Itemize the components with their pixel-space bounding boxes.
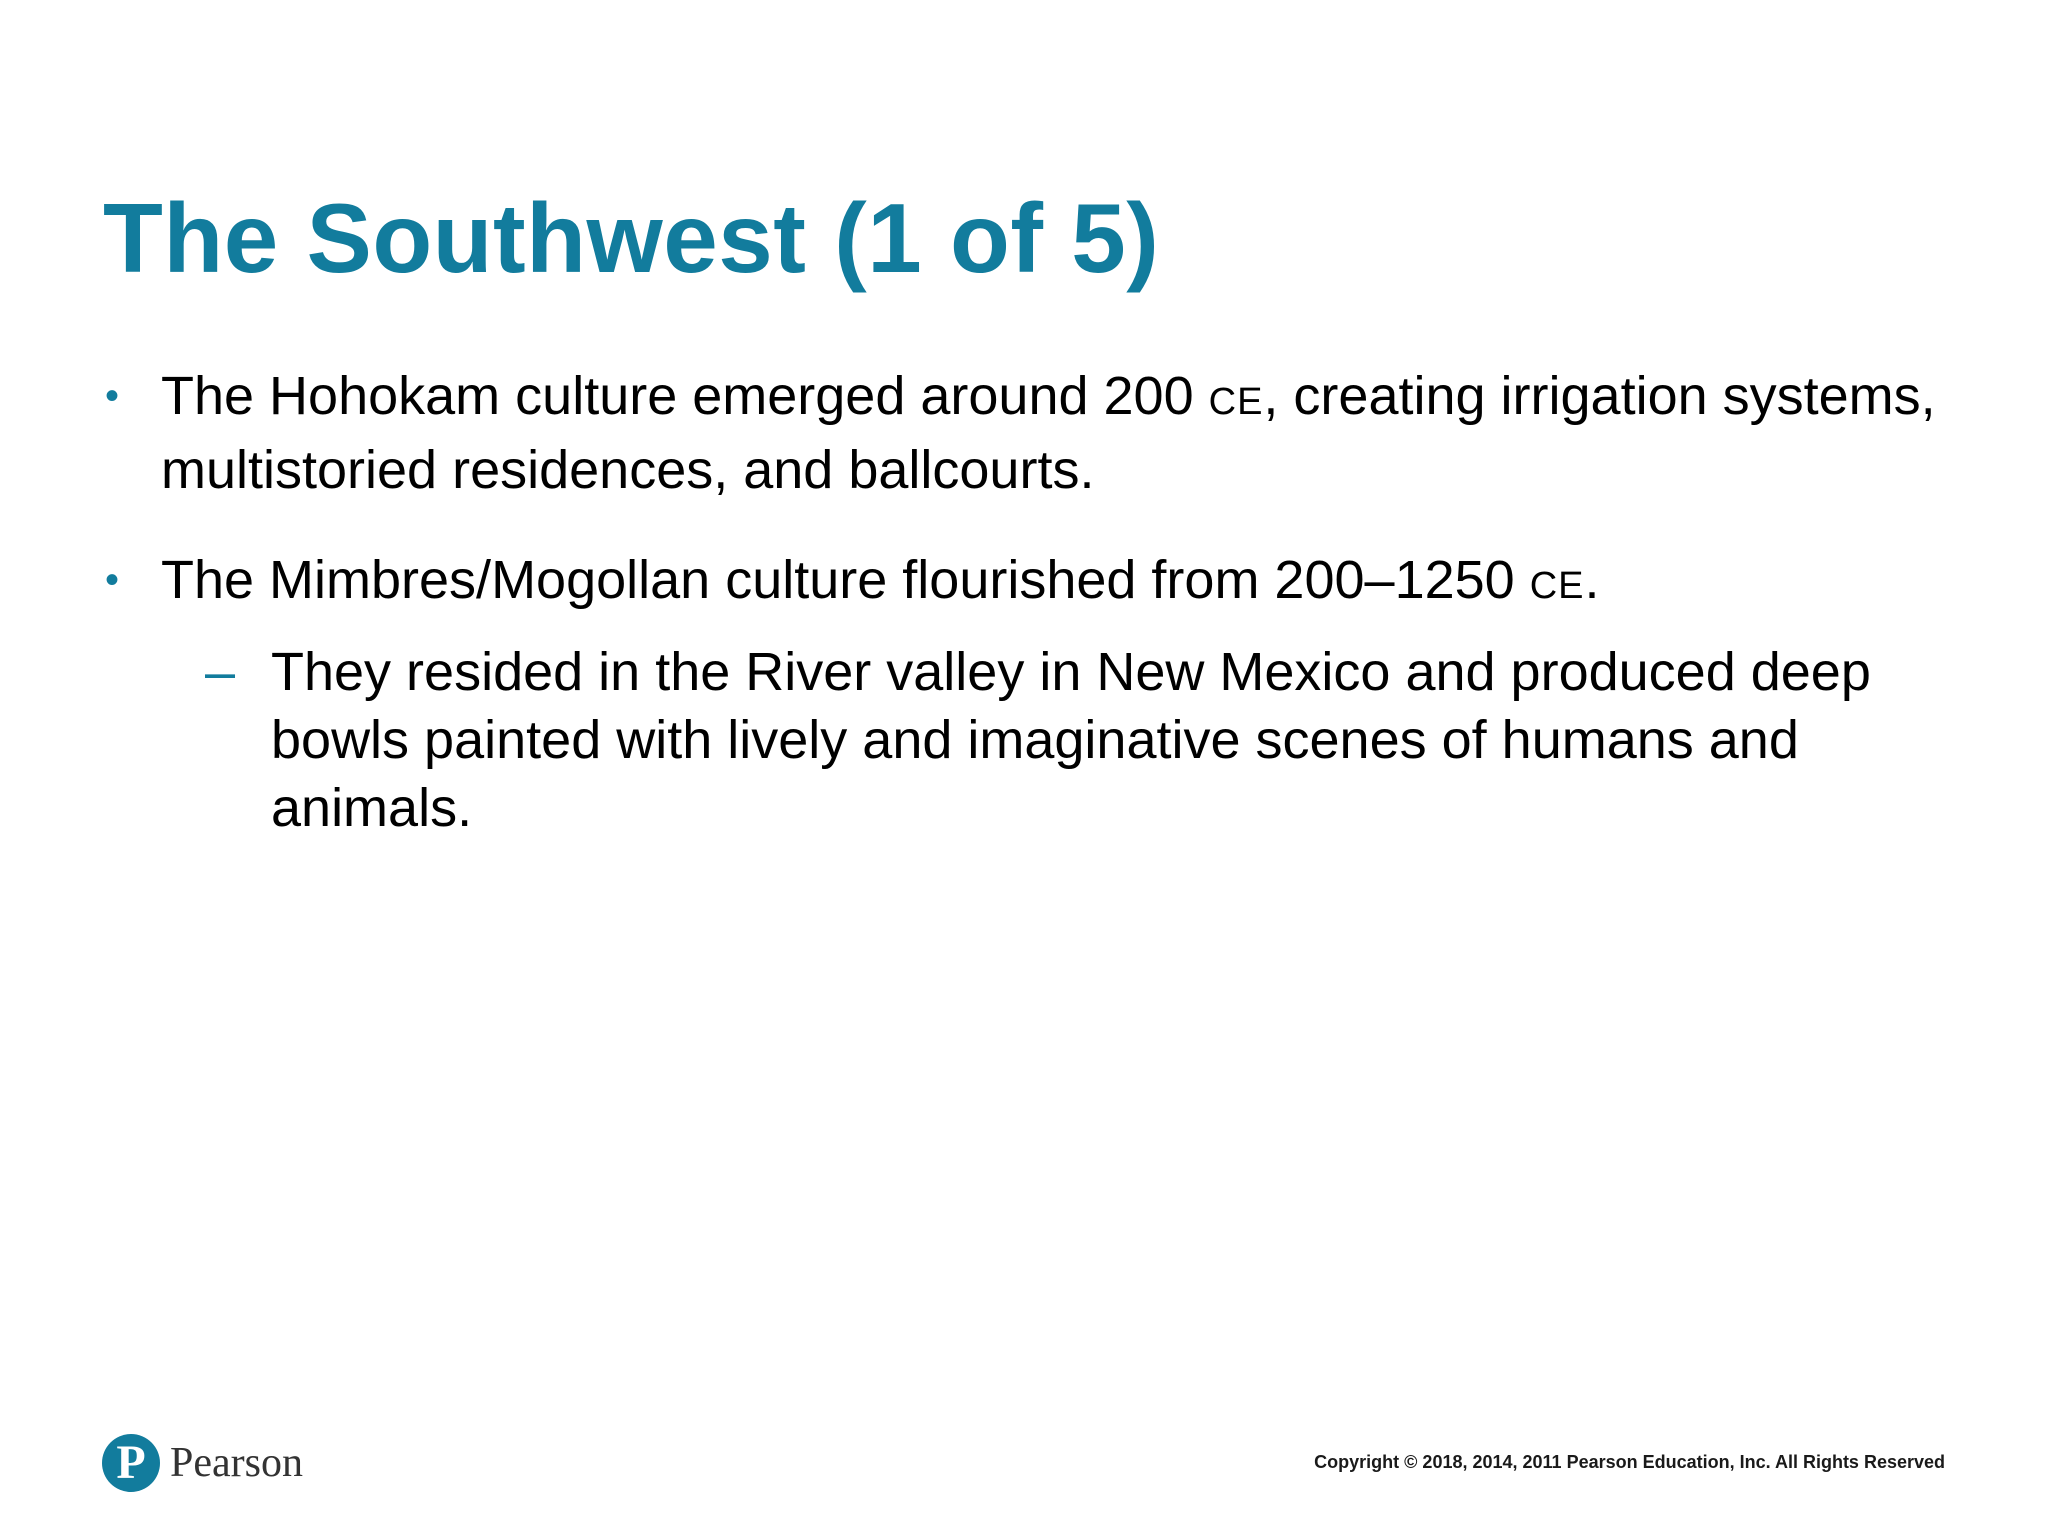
- era-label: CE: [1529, 565, 1585, 607]
- bullet-text: The Mimbres/Mogollan culture flourished from 200–1250 CE.: [161, 550, 1600, 610]
- pearson-logo-text: Pearson: [170, 1440, 303, 1486]
- pearson-logo-icon: P: [102, 1434, 160, 1492]
- copyright-notice: Copyright © 2018, 2014, 2011 Pearson Education, Inc. All Rights Reserved: [1314, 1452, 1945, 1472]
- bullet-item: [103, 362, 1963, 504]
- sub-bullet-text: They resided in the River valley in New Mexico and produced deep bowls painted with lively and imaginative scenes of humans and animals.: [271, 642, 1871, 838]
- bullet-list: [103, 362, 1963, 884]
- bullet-marker: •: [105, 558, 120, 602]
- era-label: CE: [1208, 381, 1264, 423]
- sub-bullet-marker: –: [205, 642, 236, 702]
- bullet-item: [103, 546, 1963, 842]
- sub-bullet-item: [103, 638, 1883, 842]
- bullet-text: The Hohokam culture emerged around 200 CE, creating irrigation systems, multistoried residences, and ballcourts.: [161, 366, 1936, 500]
- pearson-logo: [102, 1430, 303, 1496]
- slide-title: The Southwest (1 of 5): [103, 183, 1160, 293]
- bullet-marker: •: [105, 374, 120, 418]
